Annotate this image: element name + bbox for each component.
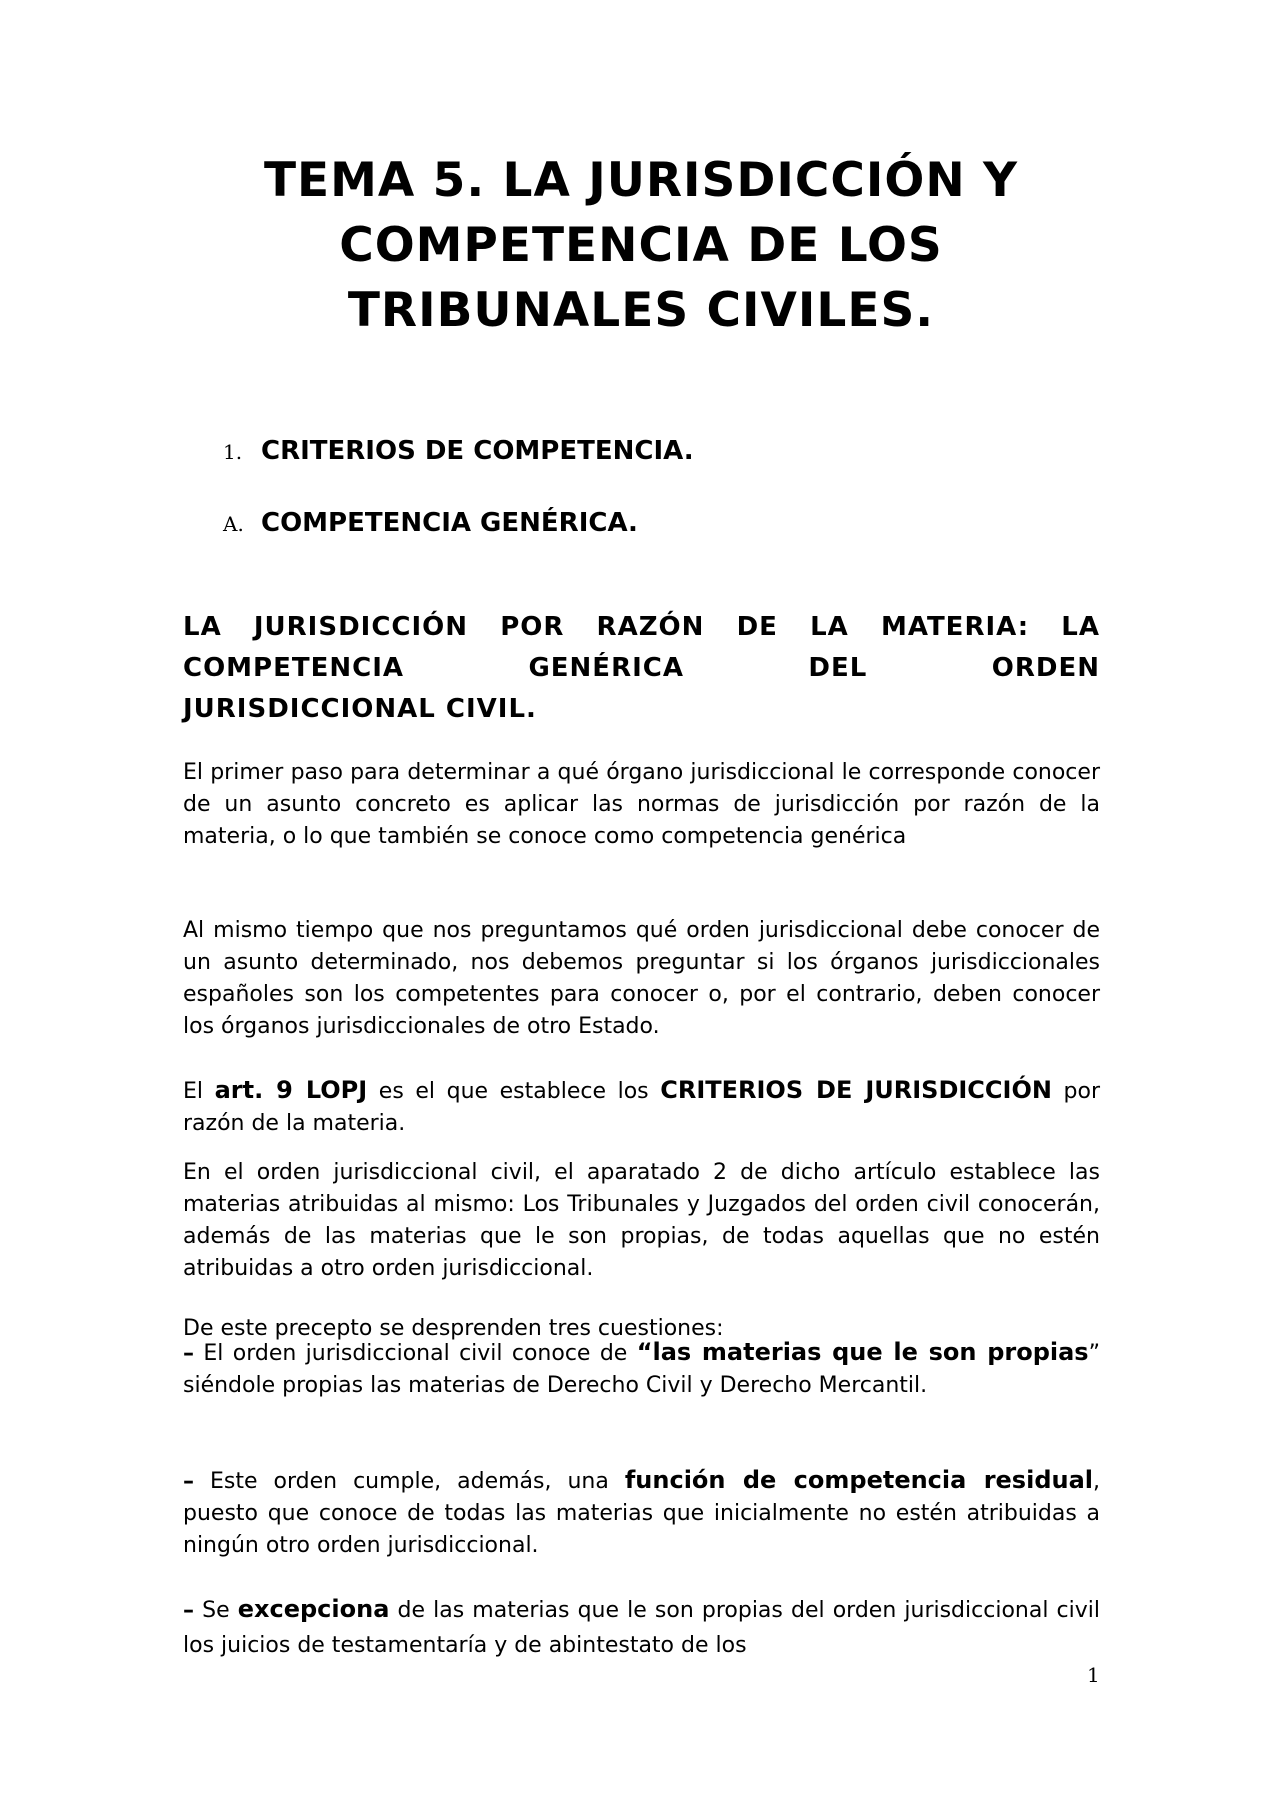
title-line: TEMA 5. LA JURISDICCIÓN Y	[263, 153, 1019, 208]
text-run: ” siéndole propias las materias de Derecho Civil y Derecho Mercantil.	[183, 1341, 1100, 1398]
text-run: El orden jurisdiccional civil conoce de	[194, 1341, 637, 1366]
text-run: por razón de la materia.	[183, 1079, 1100, 1136]
bold-run: “las materias que le son propias	[636, 1338, 1089, 1366]
heading-line: LA JURISDICCIÓN POR RAZÓN DE LA MATERIA: LA	[183, 612, 1100, 642]
heading-line: COMPETENCIA GENÉRICA DEL ORDEN	[183, 653, 1100, 683]
dash-bullet: –	[183, 1598, 194, 1623]
list-item	[183, 1464, 1100, 1562]
document-title	[183, 148, 1099, 343]
bold-run: art. 9 LOPJ	[214, 1076, 368, 1104]
bold-run: función de competencia residual	[624, 1466, 1094, 1494]
section-label: COMPETENCIA GENÉRICA.	[261, 508, 638, 538]
text-run: de las materias que le son propias del orden jurisdiccional civil los juicios de testamentaría y de abintestato de los	[183, 1598, 1100, 1658]
bold-run: CRITERIOS DE JURISDICCIÓN	[660, 1076, 1052, 1104]
title-line: COMPETENCIA DE LOS	[339, 218, 943, 273]
document-page	[183, 0, 1103, 1811]
text-run: Este orden cumple, además, una	[194, 1469, 625, 1494]
text-run: , puesto que conoce de todas las materias que inicialmente no estén atribuidas a ningún otro orden jurisdiccional.	[183, 1469, 1101, 1558]
section-number: 1.	[223, 440, 243, 464]
paragraph: El primer paso para determinar a qué órgano jurisdiccional le corresponde conocer de un asunto concreto es aplicar las normas de jurisdicción por razón de la materia, o lo que también se conoce como competencia genérica	[183, 760, 1100, 849]
dash-bullet: –	[183, 1341, 194, 1366]
bold-run: excepciona	[237, 1595, 390, 1623]
paragraph: De este precepto se desprenden tres cuestiones:	[183, 1316, 724, 1341]
paragraph: En el orden jurisdiccional civil, el aparatado 2 de dicho artículo establece las materias atribuidas al mismo: Los Tribunales y Juzgados del orden civil conocerán, además de las materias que le son propias, de todas aquellas que no estén atribuidas a otro orden jurisdiccional.	[183, 1160, 1100, 1281]
title-line: TRIBUNALES CIVILES.	[347, 283, 935, 338]
heading-line: JURISDICCIONAL CIVIL.	[183, 694, 537, 724]
paragraph	[183, 1074, 1100, 1140]
list-item	[183, 1592, 1100, 1663]
section-number: A.	[223, 512, 244, 536]
subsection-heading	[183, 607, 1100, 730]
section-heading-criterios	[223, 435, 694, 468]
list-item	[183, 1336, 1100, 1402]
dash-bullet: –	[183, 1469, 194, 1494]
section-label: CRITERIOS DE COMPETENCIA.	[261, 436, 694, 466]
text-run: Se	[194, 1598, 238, 1623]
text-run: El	[183, 1079, 215, 1104]
section-heading-competencia-generica	[223, 507, 638, 540]
paragraph: Al mismo tiempo que nos preguntamos qué orden jurisdiccional debe conocer de un asunto determinado, nos debemos preguntar si los órganos jurisdiccionales españoles son los competentes para conocer o, por el contrario, deben conocer los órganos jurisdiccionales de otro Estado.	[183, 918, 1100, 1039]
page-number: 1	[1087, 1663, 1100, 1687]
text-run: es el que establece los	[367, 1079, 661, 1104]
